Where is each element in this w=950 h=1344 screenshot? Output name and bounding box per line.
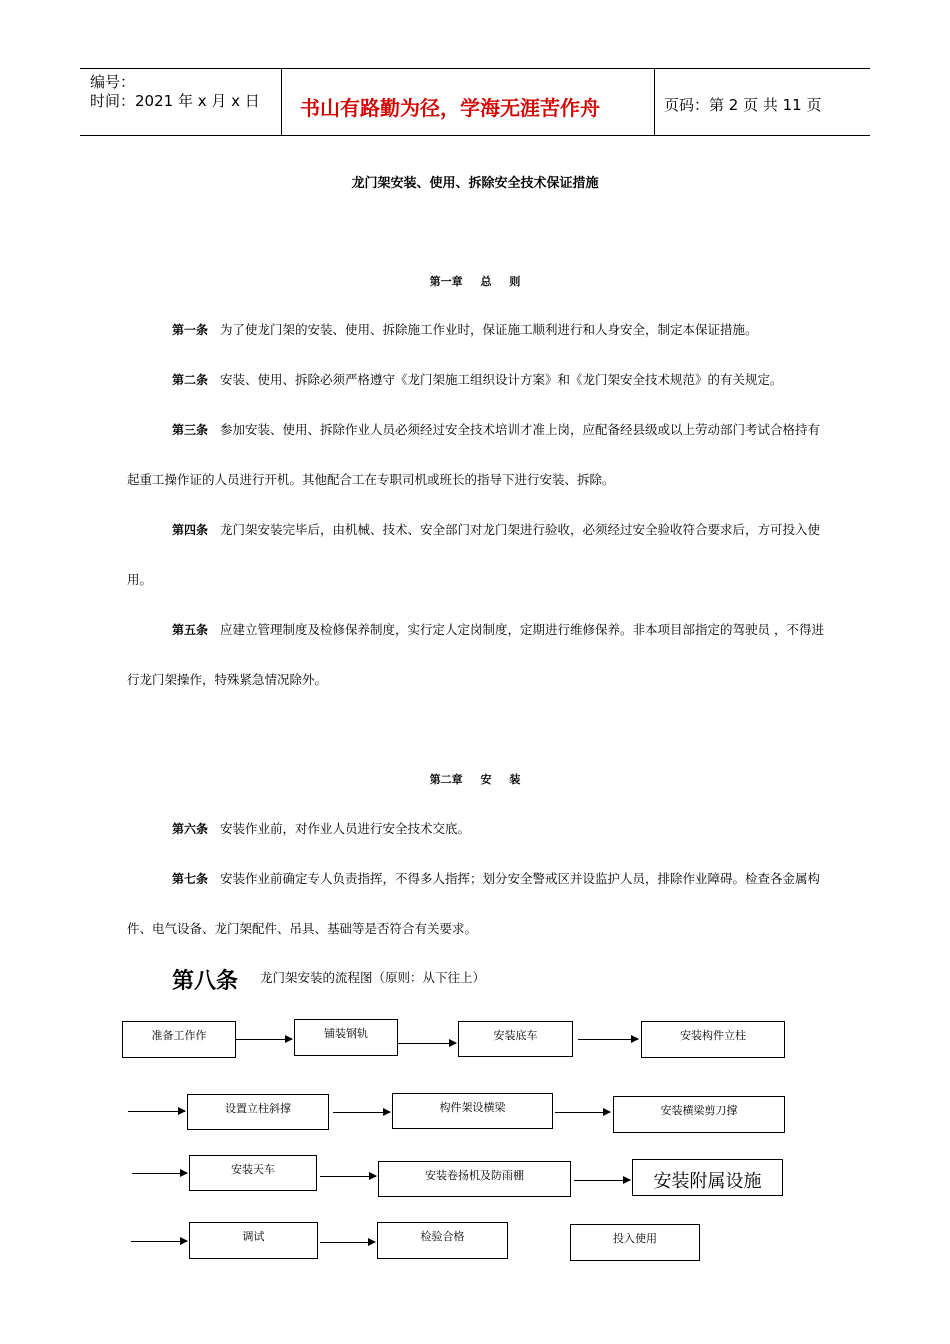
chapter-heading-2: 第二章 安 装: [429, 773, 521, 786]
article-label: 第二条: [172, 373, 209, 387]
article-text: 安装、使用、拆除必须严格遵守《龙门架施工组织设计方案》和《龙门架安全技术规范》的有关规定。: [220, 372, 783, 387]
flow-step-box: 设置立柱斜撑: [187, 1094, 329, 1130]
article-2: [127, 355, 827, 405]
article-text: 龙门架安装完毕后，由机械、技术、安全部门对龙门架进行验收，必须经过安全验收符合要求后，方可投入使用。: [127, 522, 821, 587]
article-1: [127, 305, 827, 355]
flow-step-box: 调试: [189, 1222, 318, 1259]
header-top-rule: [80, 68, 870, 69]
header-divider-left: [281, 68, 282, 136]
flow-arrow: [574, 1180, 630, 1181]
article-text: 安装作业前确定专人负责指挥，不得多人指挥；划分安全警戒区并设监护人员，排除作业障碍。检查各金属构件、电气设备、龙门架配件、吊具、基础等是否符合有关要求。: [127, 871, 821, 936]
page-info: 页码：第 2 页 共 11 页: [664, 96, 822, 114]
article-5: [127, 605, 827, 705]
flow-arrow: [333, 1112, 390, 1113]
article-text: 安装作业前，对作业人员进行安全技术交底。: [220, 821, 471, 836]
article-label: 第三条: [172, 423, 209, 437]
article-label: 第五条: [172, 623, 209, 637]
flow-step-box: 投入使用: [570, 1224, 700, 1261]
chapter-heading-1: 第一章 总 则: [429, 275, 521, 288]
article-text: 应建立管理制度及检修保养制度，实行定人定岗制度，定期进行维修保养。非本项目部指定的驾驶员 ，不得进行龙门架操作，特殊紧急情况除外。: [127, 622, 824, 687]
flow-step-box: 安装卷扬机及防雨棚: [378, 1161, 571, 1197]
article-text: 参加安装、使用、拆除作业人员必须经过安全技术培训才准上岗，应配备经县级或以上劳动部门考试合格持有起重工操作证的人员进行开机。其他配合工在专职司机或班长的指导下进行安装、拆除。: [127, 422, 821, 487]
article-6: [127, 804, 827, 854]
header-divider-right: [654, 68, 655, 136]
flow-step-box: 检验合格: [377, 1222, 508, 1259]
flow-arrow: [578, 1039, 638, 1040]
flow-step-box: 安装附属设施: [632, 1159, 783, 1196]
flow-step-box: 安装底车: [458, 1021, 573, 1057]
header-motto: 书山有路勤为径，学海无涯苦作舟: [300, 96, 600, 120]
flow-step-box: 安装天车: [189, 1155, 317, 1191]
flow-arrow: [236, 1039, 292, 1040]
article-label: 第一条: [172, 323, 209, 337]
flow-arrow: [131, 1241, 187, 1242]
article-label: 第四条: [172, 523, 209, 537]
article-4: [127, 505, 827, 605]
flow-arrow: [320, 1176, 376, 1177]
flow-arrow: [398, 1043, 456, 1044]
header-bottom-rule: [80, 135, 870, 136]
document-title: 龙门架安装、使用、拆除安全技术保证措施: [351, 176, 599, 191]
flow-step-box: 铺装钢轨: [294, 1019, 398, 1056]
flow-arrow: [555, 1112, 610, 1113]
article-8-text: 龙门架安装的流程图（原则：从下往上）: [260, 970, 486, 985]
flow-arrow: [132, 1173, 187, 1174]
doc-number-label: 编号：: [90, 73, 136, 91]
flow-step-box: 构件架设横梁: [392, 1093, 553, 1129]
article-label: 第六条: [172, 822, 209, 836]
flow-step-box: 安装构件立柱: [641, 1021, 785, 1058]
flow-step-box: 安装横梁剪刀撑: [613, 1096, 785, 1133]
article-3: [127, 405, 827, 505]
article-label: 第七条: [172, 872, 209, 886]
doc-time-label: 时间：2021 年 x 月 x 日: [90, 92, 260, 110]
article-8-label: 第八条: [172, 969, 239, 994]
article-7: [127, 854, 827, 954]
flow-step-box: 准备工作作: [122, 1021, 236, 1058]
flow-arrow: [320, 1242, 375, 1243]
article-text: 为了使龙门架的安装、使用、拆除施工作业时，保证施工顺利进行和人身安全，制定本保证措施。: [220, 322, 758, 337]
flow-arrow: [128, 1111, 185, 1112]
